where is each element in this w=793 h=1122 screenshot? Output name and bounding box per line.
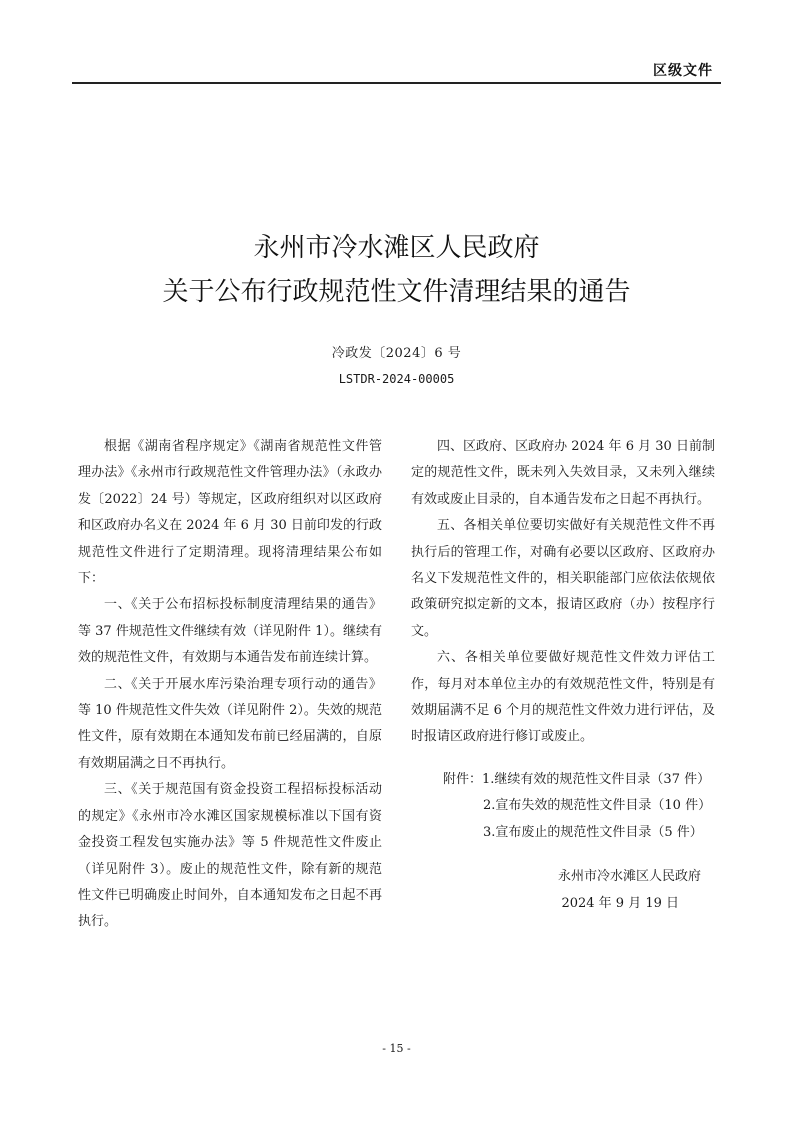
attachment-item — [411, 793, 715, 819]
body-paragraph-item-4: 四、区政府、区政府办 2024 年 6 月 30 日前制定的规范性文件，既未列入失效目录，又未列入继续有效或废止目录的，自本通告发布之日起不再执行。 — [411, 439, 715, 507]
document-registration-code: LSTDR-2024-00005 — [338, 372, 455, 386]
attachment-label: 2.宣布失效的规范性文件目录（10 件） — [483, 798, 712, 814]
issue-date: 2024 年 9 月 19 日 — [561, 895, 679, 911]
attachment-label: 3.宣布废止的规范性文件目录（5 件） — [483, 824, 703, 840]
title-line-2: 关于公布行政规范性文件清理结果的通告 — [162, 277, 631, 307]
body-paragraph-item-5: 五、各相关单位要切实做好有关规范性文件不再执行后的管理工作，对确有必要以区政府、区政府办名义下发规范性文件的，相关职能部门应依法依规依政策研究拟定新的文本，报请区政府（办）按程序行文。 — [411, 518, 715, 639]
attachment-item — [411, 820, 715, 846]
left-column — [78, 434, 382, 936]
attachments-prefix: 附件： — [443, 771, 483, 787]
document-number: 冷政发〔2024〕6 号 — [331, 346, 462, 361]
body-paragraph-item-2: 二、《关于开展水库污染治理专项行动的通告》等 10 件规范性文件失效（详见附件 2）。失效的规范性文件，原有效期在本通知发布前已经届满的，自原有效期届满之日不再执行。 — [78, 676, 382, 771]
document-title — [0, 226, 793, 314]
title-line-1: 永州市冷水滩区人民政府 — [253, 233, 540, 263]
body-paragraph-item-1: 一、《关于公布招标投标制度清理结果的通告》等 37 件规范性文件继续有效（详见附件 1）。继续有效的规范性文件，有效期与本通告发布前连续计算。 — [78, 597, 382, 666]
header-label: 区级文件 — [653, 63, 713, 79]
right-column — [411, 434, 715, 917]
attachment-label: 1.继续有效的规范性文件目录（37 件） — [482, 771, 711, 787]
body-paragraph-item-6: 六、各相关单位要做好规范性文件效力评估工作，每月对本单位主办的有效规范性文件，特别是有效期届满不足 6 个月的规范性文件效力进行评估，及时报请区政府进行修订或废止。 — [411, 650, 715, 745]
body-paragraph-intro: 根据《湖南省程序规定》《湖南省规范性文件管理办法》《永州市行政规范性文件管理办法》（永政办发〔2022〕24 号）等规定，区政府组织对以区政府和区政府办名义在 2024 年 6 月 30 日前印发的行政规范性文件进行了定期清理。现将清理结果公布如下： — [78, 439, 382, 587]
attachment-item — [411, 767, 715, 793]
page-number: - 15 - — [382, 1042, 411, 1055]
issuing-organization: 永州市冷水滩区人民政府 — [557, 869, 701, 885]
signature-block — [411, 864, 715, 917]
body-paragraph-item-3: 三、《关于规范国有资金投资工程招标投标活动的规定》《永州市冷水滩区国家规模标准以下国有资金投资工程发包实施办法》等 5 件规范性文件废止（详见附件 3）。废止的规范性文件，除有新的规范性文件已明确废止时间外，自本通知发布之日起不再执行。 — [78, 782, 382, 930]
attachments-list — [411, 767, 715, 846]
header-divider — [72, 82, 721, 84]
